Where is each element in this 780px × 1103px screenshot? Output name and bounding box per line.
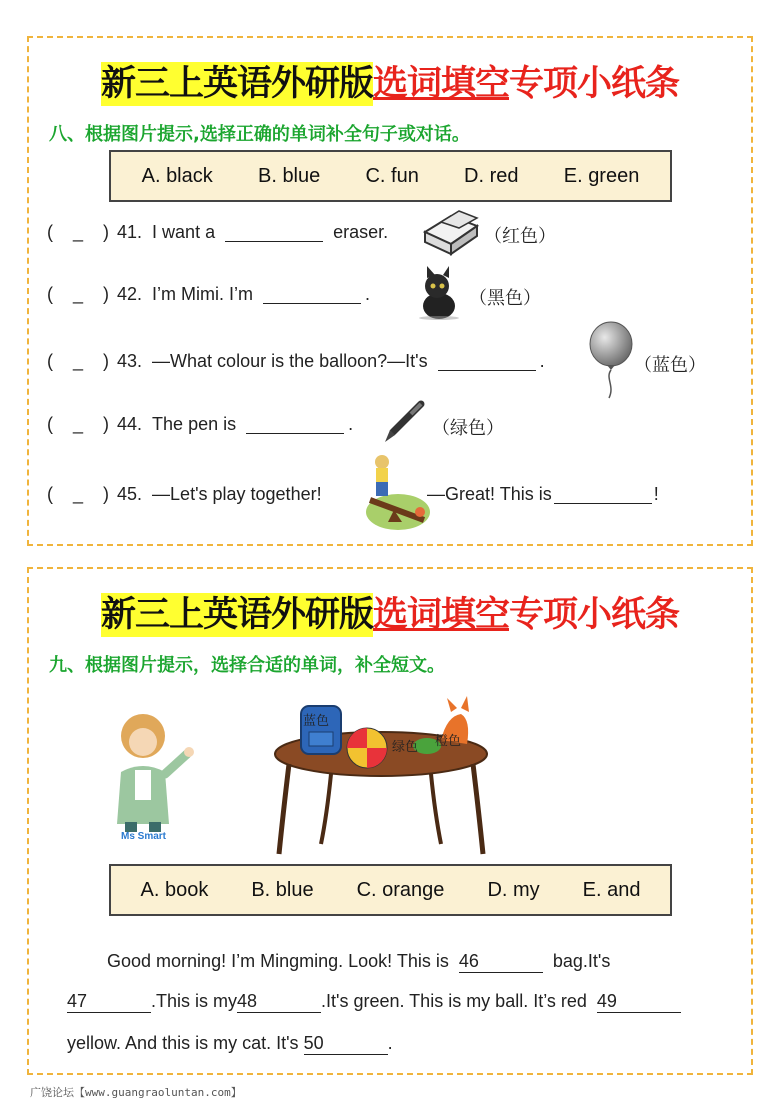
question-text: —Let's play together! xyxy=(152,484,322,504)
question-text-after: . xyxy=(365,284,371,304)
hint-green: （绿色） xyxy=(432,418,504,439)
hint-blue: （蓝色） xyxy=(634,355,706,376)
blank-49[interactable]: 49 xyxy=(597,991,681,1013)
option-c: C. fun xyxy=(365,164,419,187)
question-number: 42. xyxy=(117,284,143,304)
teacher-illustration xyxy=(99,712,199,840)
blank-48[interactable]: 48 xyxy=(237,991,321,1013)
exercise-card-1 xyxy=(27,36,753,546)
pen-icon xyxy=(381,400,427,446)
passage-text: .This is my xyxy=(151,991,238,1011)
fill-blank[interactable] xyxy=(225,223,323,242)
question-44 xyxy=(47,414,353,435)
ball-color-label: 绿色 xyxy=(392,739,419,754)
passage-line-3 xyxy=(47,1012,393,1076)
option-a: A. black xyxy=(141,164,213,187)
title-red: 专项小纸条 xyxy=(509,595,680,635)
hint-black: （黑色） xyxy=(469,288,541,309)
word-options-box-1 xyxy=(109,150,672,202)
word-options-box-2 xyxy=(109,864,672,916)
cat-color-label: 橙色 xyxy=(435,733,462,748)
footer-watermark: 广饶论坛【www.guangraoluntan.com】 xyxy=(30,1086,242,1099)
title-red: 专项小纸条 xyxy=(509,64,680,104)
question-text: I want a xyxy=(152,222,216,242)
teacher-name-label: Ms Smart xyxy=(121,831,167,842)
instruction-9: 九、根据图片提示，选择合适的单词，补全短文。 xyxy=(49,655,445,676)
card1-title xyxy=(29,56,751,106)
blank-50[interactable]: 50 xyxy=(304,1033,388,1055)
question-text-after: —Great! This is xyxy=(427,484,552,504)
question-number: 43. xyxy=(117,351,143,371)
question-45 xyxy=(47,484,322,505)
question-41 xyxy=(47,222,388,243)
answer-paren[interactable]: ( _ ) xyxy=(47,284,110,304)
answer-paren[interactable]: ( _ ) xyxy=(47,351,110,371)
question-number: 41. xyxy=(117,222,143,242)
exercise-card-2 xyxy=(27,567,753,1075)
passage-text: bag.It's xyxy=(552,951,611,971)
question-number: 45. xyxy=(117,484,143,504)
fill-blank[interactable] xyxy=(438,352,536,371)
title-highlight: 新三上英语外研版 xyxy=(100,595,373,635)
option-e: E. green xyxy=(563,164,640,187)
question-text: The pen is xyxy=(152,414,237,434)
question-end: ! xyxy=(653,484,659,504)
option-b: B. blue xyxy=(251,878,314,901)
passage-text: . xyxy=(387,1033,393,1053)
instruction-8: 八、根据图片提示,选择正确的单词补全句子或对话。 xyxy=(49,124,470,145)
question-text-after: . xyxy=(348,414,354,434)
fill-blank[interactable] xyxy=(263,285,361,304)
passage-text: yellow. And this is my cat. It's xyxy=(67,1033,299,1053)
option-b: B. blue xyxy=(257,164,321,187)
blank-47[interactable]: 47 xyxy=(67,991,151,1013)
title-red-underlined: 选词填空 xyxy=(372,64,509,104)
blank-46[interactable]: 46 xyxy=(459,951,543,973)
option-c: C. orange xyxy=(356,878,445,901)
seesaw-icon xyxy=(362,450,432,532)
question-42 xyxy=(47,284,370,305)
option-d: D. my xyxy=(487,878,540,901)
title-highlight: 新三上英语外研版 xyxy=(100,64,373,104)
option-e: E. and xyxy=(582,878,641,901)
question-43 xyxy=(47,351,545,372)
card2-title xyxy=(29,587,751,637)
question-text: —What colour is the balloon?—It's xyxy=(152,351,428,371)
option-d: D. red xyxy=(464,164,519,187)
fill-blank[interactable] xyxy=(246,415,344,434)
answer-paren[interactable]: ( _ ) xyxy=(47,222,110,242)
passage-text: Good morning! I’m Mingming. Look! This is xyxy=(107,951,449,971)
eraser-icon xyxy=(421,198,481,256)
black-cat-icon xyxy=(415,264,463,320)
hint-red: （红色） xyxy=(484,226,556,247)
question-45-response xyxy=(427,484,659,505)
option-a: A. book xyxy=(140,878,209,901)
balloon-icon xyxy=(587,320,639,402)
bag-color-label: 蓝色 xyxy=(303,713,330,728)
passage-text: .It's green. This is my ball. It’s red xyxy=(321,991,587,1011)
title-red-underlined: 选词填空 xyxy=(372,595,509,635)
answer-paren[interactable]: ( _ ) xyxy=(47,484,110,504)
question-number: 44. xyxy=(117,414,143,434)
question-text: I’m Mimi. I’m xyxy=(152,284,254,304)
answer-paren[interactable]: ( _ ) xyxy=(47,414,110,434)
question-text-after: . xyxy=(539,351,545,371)
fill-blank[interactable] xyxy=(554,485,652,504)
question-text-after: eraser. xyxy=(333,222,389,242)
